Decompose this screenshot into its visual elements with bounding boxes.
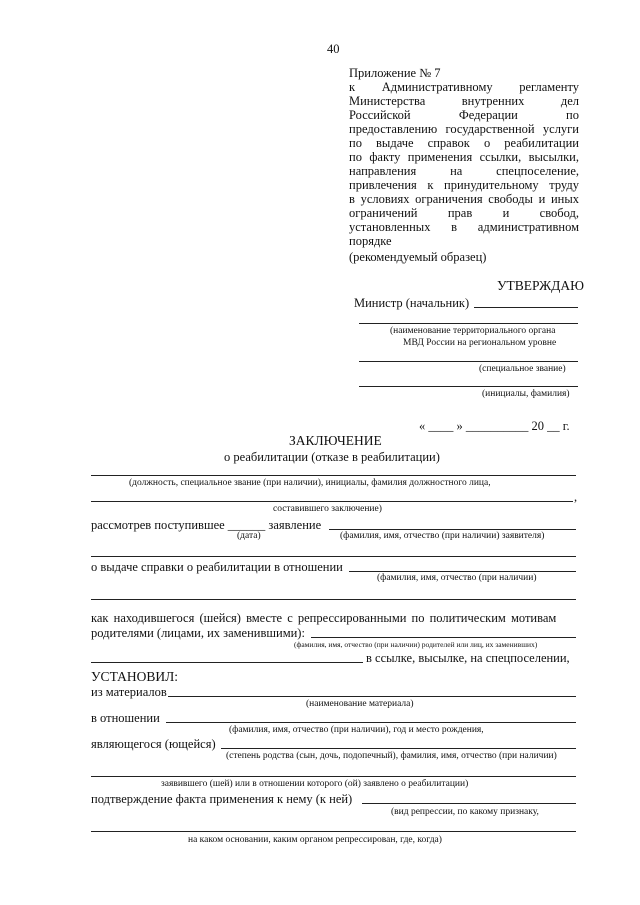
caption-repression: (вид репрессии, по какому признаку, [391, 807, 539, 817]
official-line-2 [91, 501, 573, 502]
caption-date: (дата) [237, 531, 261, 541]
repressed-line-2: родителями (лицами, их заменившими): [91, 626, 305, 640]
page-number: 40 [327, 42, 340, 56]
caption-org-1: (наименование территориального органа [390, 326, 556, 336]
approve-title: УТВЕРЖДАЮ [497, 278, 585, 293]
appendix-title: Приложение № 7 [349, 66, 441, 80]
appendix-line: в условиях ограничения свободы и иных [349, 192, 579, 206]
parents-line [311, 637, 576, 638]
name-line [359, 386, 578, 387]
issue-line [349, 571, 576, 572]
appendix-line: установленных в административном [349, 220, 579, 234]
issue-label: о выдаче справки о реабилитации в отношении [91, 560, 343, 574]
regarding-line [166, 722, 576, 723]
established-label: УСТАНОВИЛ: [91, 669, 179, 684]
appendix-line: по факту применения ссылки, высылки, [349, 150, 579, 164]
being-line [221, 748, 576, 749]
sample-note: (рекомендуемый образец) [349, 250, 487, 264]
doc-title: ЗАКЛЮЧЕНИЕ [289, 433, 382, 448]
applicant-line [329, 529, 576, 530]
rank-line [359, 361, 578, 362]
caption-applicant: (фамилия, имя, отчество (при наличии) заявителя) [340, 531, 545, 541]
reviewed-label: рассмотрев поступившее ______ заявление [91, 518, 322, 532]
caption-fio-birth: (фамилия, имя, отчество (при наличии), год и место рождения, [229, 725, 484, 735]
exile-label: в ссылке, высылке, на спецпоселении, [366, 651, 570, 665]
caption-compiler: составившего заключение) [273, 504, 382, 514]
confirmation-line [362, 803, 576, 804]
basis-line [91, 831, 576, 832]
appendix-text [349, 80, 579, 234]
appendix-line-last: порядке [349, 234, 392, 248]
from-materials-label: из материалов [91, 685, 167, 699]
appendix-line: Министерства внутренних дел [349, 94, 579, 108]
issue-line-2 [91, 599, 576, 600]
caption-org-2: МВД России на региональном уровне [403, 338, 557, 348]
caption-declared: заявившего (шей) или в отношении которого (ой) заявлено о реабилитации) [161, 779, 469, 789]
materials-line [168, 696, 576, 697]
appendix-line: Российской Федерации по [349, 108, 579, 122]
regarding-label: в отношении [91, 711, 160, 725]
minister-signature-line [474, 307, 578, 308]
minister-label: Министр (начальник) [354, 296, 470, 310]
appendix-line: по выдаче справок о реабилитации [349, 136, 579, 150]
appendix-line: ограничений прав и свобод, [349, 206, 579, 220]
caption-parents: (фамилия, имя, отчество (при наличии) родителей или лиц, их заменивших) [294, 640, 538, 649]
caption-name: (инициалы, фамилия) [482, 389, 570, 399]
caption-rank: (специальное звание) [479, 364, 566, 374]
appendix-line: к Административному регламенту [349, 80, 579, 94]
date-line: « ____ » __________ 20 __ г. [419, 419, 570, 433]
confirmation-label: подтверждение факта применения к нему (к ней) [91, 792, 353, 806]
caption-material: (наименование материала) [306, 699, 414, 709]
caption-basis: на каком основании, каким органом репрессирован, где, когда) [188, 835, 442, 845]
appendix-line: направления на спецпоселение, [349, 164, 579, 178]
official-line [91, 475, 576, 476]
applicant-line-2 [91, 556, 576, 557]
being-label: являющегося (ющейся) [91, 737, 216, 751]
declared-line [91, 776, 576, 777]
doc-subtitle: о реабилитации (отказе в реабилитации) [224, 450, 440, 464]
caption-kinship: (степень родства (сын, дочь, подопечный), фамилия, имя, отчество (при наличии) [226, 751, 557, 761]
caption-fio: (фамилия, имя, отчество (при наличии) [377, 573, 537, 583]
org-line [359, 323, 578, 324]
repressed-line-1: как находившегося (шейся) вместе с репрессированными по политическим мотивам [91, 611, 557, 625]
caption-official: (должность, специальное звание (при наличии), инициалы, фамилия должностного лица, [129, 478, 491, 488]
exile-line [91, 662, 363, 663]
appendix-line: предоставлению государственной услуги [349, 122, 579, 136]
appendix-line: привлечения к принудительному труду [349, 178, 579, 192]
comma: , [574, 490, 578, 504]
